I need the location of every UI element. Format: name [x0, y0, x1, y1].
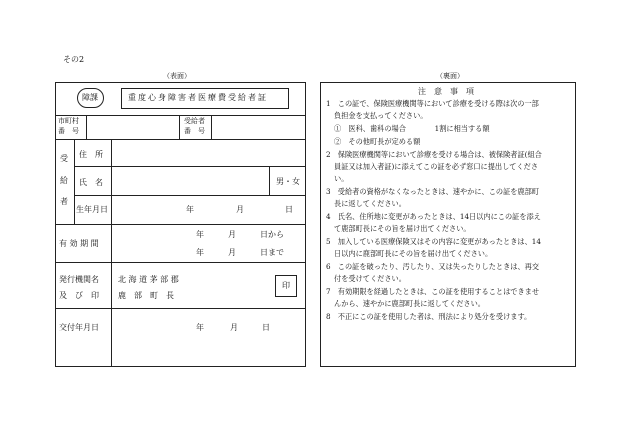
recipient-no-line1: 受給者	[184, 117, 205, 125]
dob-day: 日	[285, 205, 293, 214]
name-label: 氏 名	[79, 178, 103, 187]
note-line: ② その他町長が定める額	[334, 137, 421, 146]
issue-date-label: 交付年月日	[59, 323, 99, 332]
note-line: 1 この証で、保険医療機関等において診療を受ける際は次の一部	[326, 99, 539, 108]
recipient-side-2: 給	[60, 176, 68, 185]
note-line: 日以内に鹿部町長にその旨を届け出てください。	[334, 249, 493, 258]
valid-from-year: 年	[196, 230, 204, 239]
dob-year: 年	[186, 205, 194, 214]
note-line: 2 保険医療機関等において診療を受ける場合は、被保険者証(組合	[326, 150, 542, 159]
valid-to-month: 月	[228, 248, 236, 257]
badge-label: 障課	[82, 93, 98, 102]
valid-from-suffix: 日から	[260, 230, 284, 239]
note-line: 負担金を支払ってください。	[334, 111, 428, 120]
valid-to-suffix: 日まで	[260, 248, 284, 257]
card-title: 重度心身障害者医療費受給者証	[128, 93, 268, 102]
front-header: （表面）	[163, 72, 191, 80]
issuer-name-2: 鹿 部 町 長	[118, 291, 174, 300]
notes-title: 注 意 事 項	[418, 87, 474, 96]
address-label: 住 所	[79, 150, 103, 159]
issue-year: 年	[196, 323, 204, 332]
recipient-side-3: 者	[60, 197, 68, 206]
valid-to-year: 年	[196, 248, 204, 257]
valid-from-month: 月	[228, 230, 236, 239]
note-line: て鹿部町長にその旨を届け出てください。	[334, 224, 471, 233]
note-line: 7 有効期限を経過したときは、この証を使用することはできませ	[326, 287, 540, 296]
note-line: 4 氏名、住所地に変更があったときは、14日以内にこの証を添え	[326, 212, 541, 221]
recipient-side-1: 受	[60, 154, 68, 163]
back-header: （裏面）	[436, 72, 464, 80]
validity-label: 有 効 期 間	[59, 239, 99, 248]
dob-label: 生年月日	[76, 205, 108, 214]
note-line: 長に返してください。	[334, 199, 406, 208]
sex-label: 男・女	[276, 177, 300, 186]
issuer-label-1: 発行機関名	[59, 275, 99, 284]
note-line: ① 医科、歯科の場合 1割に相当する額	[334, 124, 490, 133]
dob-month: 月	[236, 205, 244, 214]
note-line: 3 受給者の資格がなくなったときは、速やかに、この証を鹿部町	[326, 187, 540, 196]
municipality-no-line2: 番 号	[58, 127, 79, 135]
recipient-no-line2: 番 号	[184, 127, 205, 135]
issue-day: 日	[262, 323, 270, 332]
note-line: 6 この証を破ったり、汚したり、又は失ったりしたときは、再交	[326, 262, 540, 271]
note-line: 員証又は加入者証)に添えてこの証を必ず窓口に提出してくださ	[334, 162, 539, 171]
issuer-name-1: 北 海 道 茅 部 郡	[118, 275, 179, 284]
seal-label: 印	[282, 281, 290, 290]
note-line: んから、速やかに鹿部町長に返してください。	[334, 299, 485, 308]
issuer-label-2: 及 び 印	[59, 291, 99, 300]
page-label: その2	[63, 55, 85, 64]
note-line: い。	[334, 174, 349, 183]
issue-month: 月	[230, 323, 238, 332]
note-line: 付を受けてください。	[334, 274, 406, 283]
note-line: 8 不正にこの証を使用した者は、刑法により処分を受けます。	[326, 312, 532, 321]
note-line: 5 加入している医療保険又はその内容に変更があったときは、14	[326, 237, 541, 246]
municipality-no-line1: 市町村	[58, 117, 79, 125]
